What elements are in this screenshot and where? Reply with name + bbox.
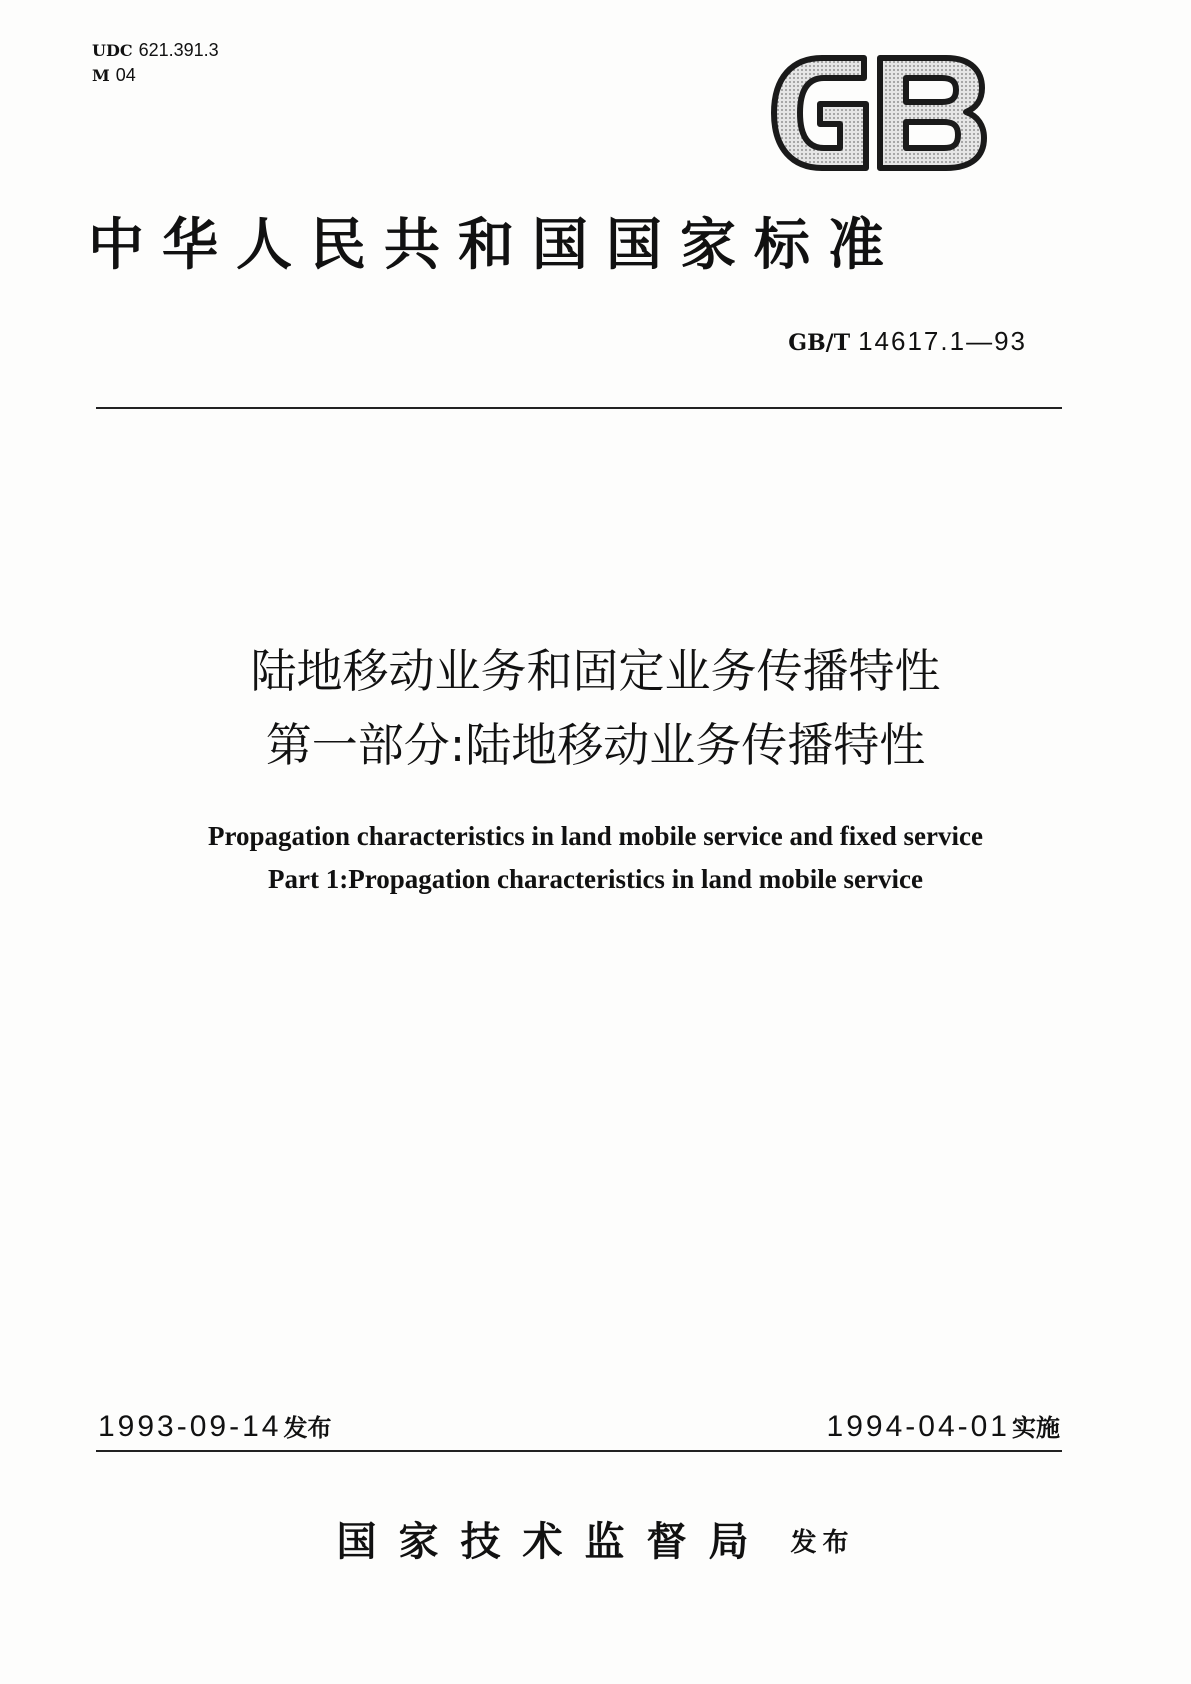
english-title: [0, 815, 1191, 901]
english-title-line-2: Part 1:Propagation characteristics in land mobile service: [268, 864, 923, 894]
udc-line: [92, 38, 219, 63]
effective-label: 实施: [1012, 1414, 1060, 1442]
issue-date: 1993-09-14: [98, 1410, 282, 1443]
standard-code: 14617.1—93: [858, 326, 1027, 356]
chinese-title-line-1: 陆地移动业务和固定业务传播特性: [250, 644, 941, 698]
standard-prefix: GB/T: [788, 330, 851, 356]
header-divider: [96, 407, 1062, 409]
national-standard-title: 中华人民共和国国家标准: [88, 213, 902, 278]
gb-logo: [768, 52, 990, 174]
m-label: M: [92, 66, 110, 85]
m-value: 04: [115, 65, 136, 85]
publisher-line: [0, 1510, 1191, 1567]
standard-number: [788, 326, 1027, 357]
publisher-org: 国家技术监督局: [336, 1519, 771, 1565]
udc-value: 621.391.3: [138, 40, 219, 60]
english-title-line-1: Propagation characteristics in land mobile service and fixed service: [208, 821, 983, 851]
effective-date: 1994-04-01: [826, 1410, 1010, 1443]
chinese-title-line-2: 第一部分:陆地移动业务传播特性: [265, 718, 926, 772]
classification-codes: [92, 38, 219, 88]
footer-divider: [96, 1450, 1062, 1452]
udc-label: UDC: [92, 41, 133, 60]
issue-date-block: [98, 1408, 331, 1444]
effective-date-block: [827, 1408, 1060, 1444]
m-line: [92, 63, 219, 88]
publisher-action: 发布: [790, 1528, 855, 1558]
issue-label: 发布: [283, 1414, 332, 1442]
chinese-title: [0, 634, 1191, 782]
dates-row: [96, 1408, 1062, 1448]
